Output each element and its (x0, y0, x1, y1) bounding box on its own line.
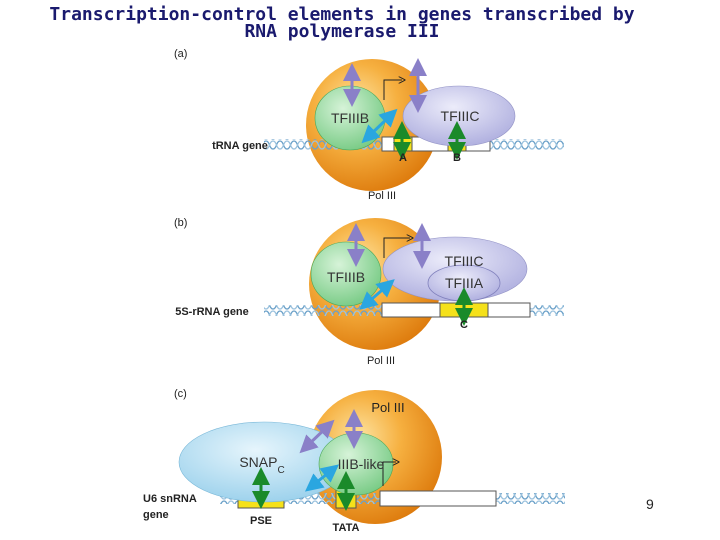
panel-c-tag: (c) (174, 388, 187, 400)
iiib-like-label: IIIB-like (337, 456, 385, 472)
snap-c-label-main: SNAP (239, 454, 278, 470)
5s-rrna-gene-label: 5S-rRNA gene (175, 306, 249, 318)
tfiiib-label-b: TFIIIB (326, 269, 366, 285)
pol-iii-label-b: Pol III (366, 355, 396, 367)
panel-a-tag: (a) (174, 48, 188, 60)
tfiiic-label-b: TFIIIC (444, 253, 484, 269)
panel-a (174, 48, 564, 202)
panel-b (174, 217, 564, 367)
title-line-1: Transcription-control elements in genes transcribed by (49, 4, 635, 25)
panel-b-tag: (b) (174, 217, 188, 229)
page-number: 9 (646, 496, 654, 512)
title-line-2: RNA polymerase III (244, 21, 440, 42)
gene-body-c (380, 491, 496, 506)
snap-c-label-subscript: C (277, 464, 285, 476)
pse-label: PSE (249, 515, 273, 527)
tfiiia-label-b: TFIIIA (444, 275, 484, 291)
trna-gene-label: tRNA gene (212, 140, 268, 152)
u6-snrna-gene-label-line-2: gene (143, 509, 169, 521)
tata-label: TATA (332, 522, 360, 534)
panel-c (143, 388, 565, 534)
element-a-label: A (399, 152, 407, 164)
pol-iii-label-c: Pol III (371, 400, 405, 415)
element-c-label: C (460, 319, 468, 331)
pol-iii-label-a: Pol III (367, 190, 397, 202)
element-b-label: B (453, 152, 461, 164)
tfiiib-label-a: TFIIIB (330, 110, 370, 126)
tfiiic-label-a: TFIIIC (440, 108, 480, 124)
u6-snrna-gene-label-line-1: U6 snRNA (143, 493, 197, 505)
